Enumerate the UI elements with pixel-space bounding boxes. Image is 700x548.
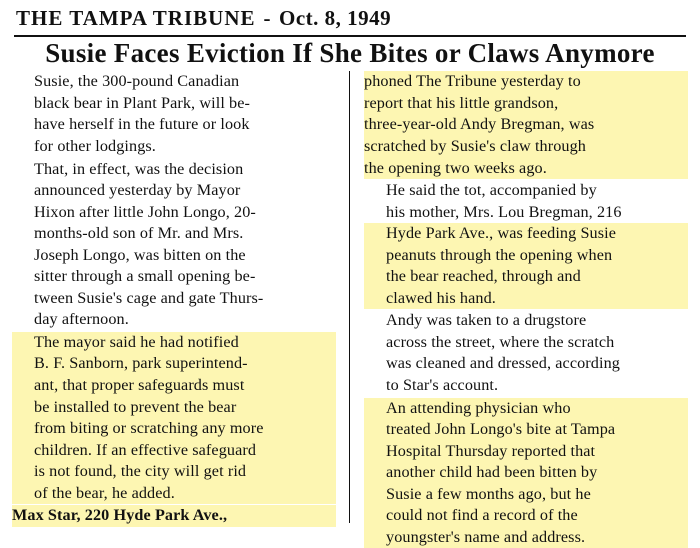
text-line: clawed his hand. [364,288,688,310]
text-line: Hixon after little John Longo, 20- [34,202,256,221]
paragraph-highlighted [364,180,688,309]
text-line: for other lodgings. [34,136,156,155]
text-line: Hospital Thursday reported that [364,441,688,463]
text-line: That, in effect, was the decision [34,159,244,178]
text-line: the opening two weeks ago. [364,158,688,180]
text-line: Susie a few months ago, but he [364,484,688,506]
text-line: three-year-old Andy Bregman, was [364,114,688,136]
text-line: tween Susie's cage and gate Thurs- [34,288,264,307]
text-line: black bear in Plant Park, will be- [34,93,251,112]
article-body [12,71,688,546]
text-line: An attending physician who [364,398,688,420]
text-line: of the bear, he added. [12,483,336,505]
text-line: children. If an effective safeguard [12,440,336,462]
text-line: phoned The Tribune yesterday to [364,71,688,93]
text-line: scratched by Susie's claw through [364,136,688,158]
text-line: peanuts through the opening when [364,245,688,267]
text-line: have herself in the future or look [34,115,250,134]
newspaper-name: THE TAMPA TRIBUNE [16,6,256,30]
text-line: Susie, the 300-pound Canadian [34,72,240,91]
text-line: sitter through a small opening be- [34,267,256,286]
paragraph-highlighted [12,332,336,504]
text-line: another child had been bitten by [364,462,688,484]
text-line: Andy was taken to a drugstore [386,311,587,330]
text-line: announced yesterday by Mayor [34,181,241,200]
paragraph [12,159,336,331]
paragraph-highlighted [364,398,688,548]
column-left [12,71,350,523]
text-line: across the street, where the scratch [386,332,615,351]
text-line: is not found, the city will get rid [12,461,336,483]
text-line: Joseph Longo, was bitten on the [34,245,246,264]
text-line: his mother, Mrs. Lou Bregman, 216 [386,202,622,221]
text-line: the bear reached, through and [364,266,688,288]
issue-date: Oct. 8, 1949 [279,6,392,30]
text-line: treated John Longo's bite at Tampa [364,419,688,441]
text-line: He said the tot, accompanied by [386,181,597,200]
text-line: B. F. Sanborn, park superintend- [12,353,336,375]
paragraph [12,71,336,157]
text-line: was cleaned and dressed, according [386,354,620,373]
text-line: could not find a record of the [364,505,688,527]
column-right [350,71,688,546]
masthead [12,0,688,31]
paragraph-highlighted [364,71,688,179]
masthead-rule [14,35,686,37]
headline: Susie Faces Eviction If She Bites or Claws Anymore [45,38,655,68]
text-line: day afternoon. [34,310,129,329]
text-line: months-old son of Mr. and Mrs. [34,224,244,243]
paragraph-highlighted [12,505,336,527]
text-line: The mayor said he had notified [12,332,336,354]
text-line: from biting or scratching any more [12,418,336,440]
text-line: ant, that proper safeguards must [12,375,336,397]
text-line: Max Star, 220 Hyde Park Ave., [12,505,336,527]
text-line: report that his little grandson, [364,93,688,115]
text-line: to Star's account. [386,376,499,394]
text-line: be installed to prevent the bear [12,397,336,419]
text-line: youngster's name and address. [364,527,688,548]
masthead-separator: - [263,6,271,30]
text-line: Hyde Park Ave., was feeding Susie [364,223,688,245]
paragraph [364,310,688,396]
